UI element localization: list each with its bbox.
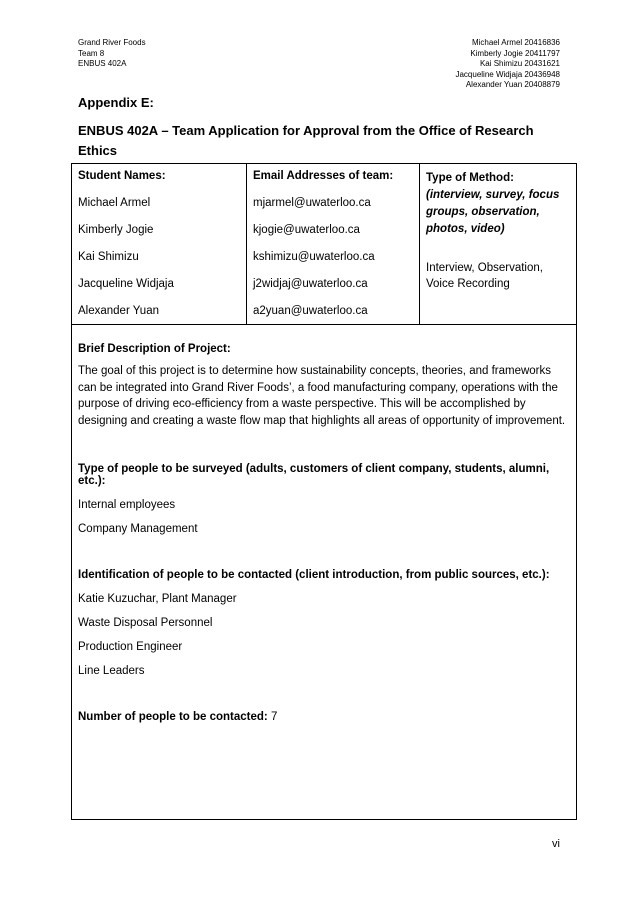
email-address: a2yuan@uwaterloo.ca	[253, 305, 368, 317]
emails-header: Email Addresses of team:	[253, 170, 394, 182]
student-names-cell	[72, 164, 247, 325]
header-member: Michael Armel 20416836	[471, 38, 560, 47]
method-options: (interview, survey, focus groups, observation, photos, video)	[426, 189, 560, 235]
email-address: kshimizu@uwaterloo.ca	[253, 251, 375, 263]
contact-count-value: 7	[270, 711, 278, 723]
surveyed-label: Type of people to be surveyed (adults, customers of client company, students, alumni, etc.):	[78, 463, 550, 487]
email-address: j2widjaj@uwaterloo.ca	[253, 278, 368, 290]
page-number: vi	[552, 838, 560, 850]
contact-count	[78, 711, 570, 723]
email-address: mjarmel@uwaterloo.ca	[253, 197, 371, 209]
header-course: ENBUS 402A	[78, 59, 127, 69]
student-name: Kai Shimizu	[78, 251, 139, 263]
header-company: Grand River Foods	[78, 38, 146, 47]
surveyed-item: Internal employees	[78, 499, 176, 511]
method-header: Type of Method:	[426, 172, 514, 184]
student-name: Kimberly Jogie	[78, 224, 154, 236]
contacted-item: Production Engineer	[78, 641, 183, 653]
method-answer: Interview, Observation, Voice Recording	[426, 262, 543, 290]
header-left	[78, 38, 146, 70]
description-text: The goal of this project is to determine how sustainability concepts, theories, and frameworks can be integrated into Grand River Foods’, a food manufacturing company, operations with the purpose of driving eco-efficiency from a waste perspective. This will be accomplished by designing and creating a waste flow map that highlights all areas of opportunity of improvement.	[78, 365, 566, 427]
contacted-label: Identification of people to be contacted (client introduction, from public sources, etc.):	[78, 569, 550, 581]
header-team: Team 8	[78, 48, 105, 58]
student-name: Michael Armel	[78, 197, 151, 209]
description-label: Brief Description of Project:	[78, 343, 231, 355]
contacted-item: Katie Kuzuchar, Plant Manager	[78, 593, 237, 605]
contacted-item: Waste Disposal Personnel	[78, 617, 213, 629]
header-member: Kimberly Jogie 20411797	[470, 48, 560, 58]
email-address: kjogie@uwaterloo.ca	[253, 224, 360, 236]
method-cell	[420, 164, 577, 325]
project-details-cell	[72, 325, 577, 820]
header-member: Alexander Yuan 20408879	[465, 80, 560, 90]
header-right	[455, 38, 560, 91]
emails-cell	[247, 164, 420, 325]
surveyed-item: Company Management	[78, 523, 198, 535]
contact-count-label: Number of people to be contacted:	[78, 711, 271, 723]
contacted-item: Line Leaders	[78, 665, 145, 677]
application-table	[71, 163, 577, 820]
student-name: Jacqueline Widjaja	[78, 278, 174, 290]
student-name: Alexander Yuan	[78, 305, 159, 317]
appendix-title: Appendix E:	[78, 95, 154, 110]
student-names-header: Student Names:	[78, 170, 166, 182]
document-title: ENBUS 402A – Team Application for Approval from the Office of Research Ethics	[78, 123, 534, 158]
header-member: Jacqueline Widjaja 20436948	[455, 69, 560, 79]
header-member: Kai Shimizu 20431621	[479, 59, 560, 69]
